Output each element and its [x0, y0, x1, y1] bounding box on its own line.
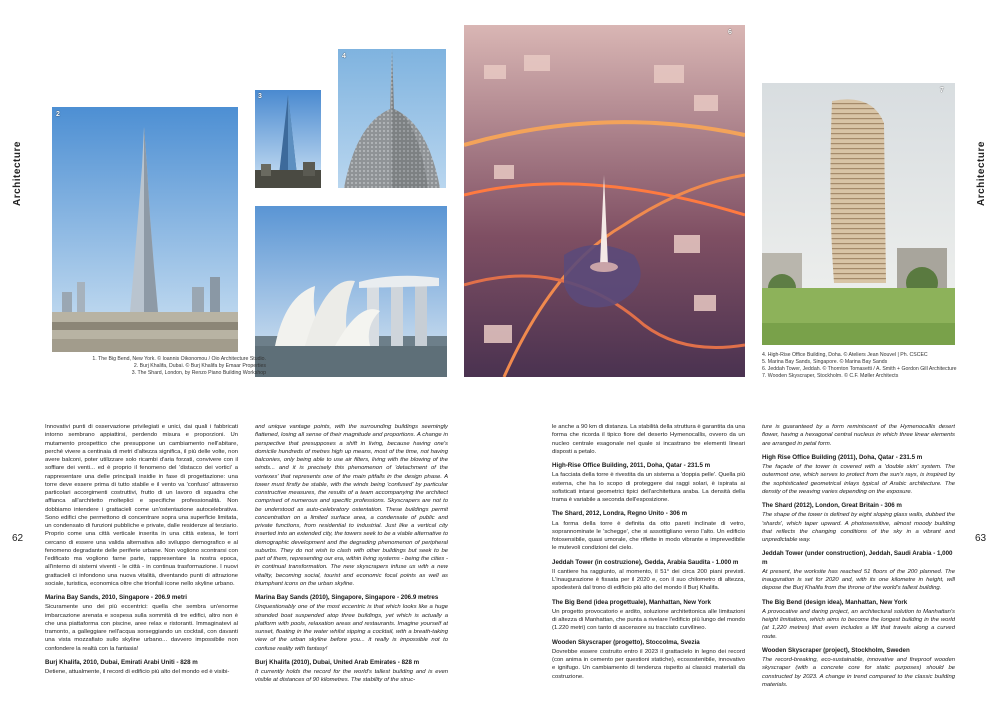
- column-heading: The Shard (2012), London, Great Britain - 306 m: [762, 502, 902, 509]
- column-paragraph: ture is guaranteed by a form reminiscent of the Hymenocallis desert flower, having a hexagonal central nucleus in which three linear elements are arranged in petal form.: [762, 424, 955, 447]
- the-shard-photo: [255, 90, 321, 188]
- column-paragraph: Il cantiere ha raggiunto, al momento, il 51° dei circa 200 piani previsti. L'inaugurazione è fissata per il 2020 e, con il suo chilometro di altezza, spodesterà dal trono di edificio più alto del mondo il Burj Khalifa.: [552, 568, 745, 592]
- column-heading: The Big Bend (idea progettuale), Manhattan, New York: [552, 598, 711, 606]
- caption-line: 7. Wooden Skyscraper, Stockholm. © C.F. Møller Architects: [762, 373, 899, 379]
- column-paragraph: Detiene, attualmente, il record di edificio più alto del mondo ed è visibi-: [45, 669, 230, 675]
- caption-line: 6. Jeddah Tower, Jeddah. © Thornton Tomasetti / A. Smith + Gordon Gill Architecture: [762, 366, 957, 372]
- text-column-1: [45, 423, 238, 708]
- column-paragraph: Innovativi punti di osservazione privilegiati e unici, dai quali i fabbricati intorno sembrano appiattirsi, perdendo misura e proporzioni. Un mutamento prospettico che presuppone un cambiamento nell'abitare, perché vivere a centinaia di metri d'altezza significa, il più delle volte, non avere balconi, poter utilizzare solo ricambi d'aria forzati, convivere con il soffiare dei venti... ed è proprio il fenomeno del 'distacco dei vortici' a rappresentare una delle principali insidie in fase di progettazione: una torre deve essere prima di tutto stabile e il vento va 'confuso' attraverso particolari accorgimenti costruttivi, frutto di un lavoro di squadra che affianca all'architetto molteplici e specifiche professionalità. Non dobbiamo intendere i grattacieli come un'ostentazione autocelebrativa. Sono edifici che permettono di concentrare sopra una superficie limitata, un condensato di funzioni pubbliche e private, dalle residenze al terziario. Proprio come una città verticale inserita in una città estesa, le torri cercano di essere una valida alternativa allo sviluppo demografico e al fenomeno degradante delle periferie urbane. Non vogliono scontrarsi con l'edificato ma vogliono farne parte, rappresentare la nostra epoca, all'interno di sistemi viventi - le città - in continua trasformazione. I nuovi grattacieli ci infondono una nuova vitalità, diventando punti di attrazione sociale, turistica, economica oltre che trionfali icone nello skyline urbano.: [45, 424, 238, 587]
- column-heading: Wooden Skyscraper (progetto), Stoccolma, Svezia: [552, 638, 700, 646]
- jeddah-tower-top-photo: [338, 49, 446, 188]
- photo-number-6: 6: [728, 29, 732, 36]
- text-column-2: [255, 423, 448, 708]
- burj-khalifa-photo: [52, 107, 238, 352]
- column-paragraph: le anche a 90 km di distanza. La stabilità della struttura è garantita da una forma che ricorda il tipico fiore del deserto Hymenocallis, ovvero da un nucleo centrale esagonale nel quale si incastrano tre elementi lineari disposti a petalo.: [552, 424, 745, 455]
- caption-line: 4. High-Rise Office Building, Doha. © Ateliers Jean Nouvel | Ph. CSCEC: [762, 352, 928, 358]
- section-label-left: Architecture: [12, 141, 23, 206]
- column-paragraph: La facciata della torre è rivestita da un sistema a 'doppia pelle'. Quella più esterna, che ha lo scopo di proteggere dai raggi solari, è ispirata ai sofisticati intarsi geometrici tipici dell'architettura araba. La densità della trama è variabile a seconda dell'esposizione.: [552, 472, 745, 503]
- column-paragraph: The record-breaking, eco-sustainable, innovative and fireproof wooden skyscraper (with a concrete core for static purposes) should be constructed by 2023. A change in trend compared to the classic building materials.: [762, 657, 955, 688]
- wooden-skyscraper-render: [762, 83, 955, 345]
- column-paragraph: It currently holds the record for the world's tallest building and is even visible at distances of 90 kilometres. The stability of the struc-: [255, 669, 448, 684]
- column-paragraph: and unique vantage points, with the surrounding buildings seemingly flattened, losing all sense of their magnitude and proportions. A change in perspective that presupposes a shift in living, because having one's domicile hundreds of metres high up means, most of the time, not having balconies, only being able to use air filters, living with the blowing of the winds... and it is precisely this phenomenon of 'detachment of the vortexes' that represents one of the main pitfalls in the design phase. A tower must firstly be stable, with the winds being 'confused' by particular constructive measures, the results of a team accompanying the architect comprised of numerous and specific professions. Skyscrapers are not to be understood as auto-celebratory ostentation. These buildings permit concentration on a limited surface area, a condensate of public and private functions, from residential to industrial. Just like a vertical city inserted into an extended city, the towers seek to be a viable alternative to demographic development and the degrading phenomenon of peripheral suburbs. They do not wish to clash with other buildings but seek to be part of them, representing our era, within living systems - being the cities - in continual transformation. The new skyscrapers infuse us with a new vitality, becoming social, tourist and economic focal points as well as triumphant icons on the urban skyline.: [255, 424, 448, 587]
- page-number-right: 63: [975, 533, 987, 544]
- caption-line: 3. The Shard, London, by Renzo Piano Building Workshop: [131, 370, 266, 376]
- caption-block-left: [66, 356, 266, 377]
- caption-block-right: [762, 352, 962, 380]
- column-paragraph: The façade of the tower is covered with a 'double skin' system. The outermost one, which serves to protect from the sun's rays, is inspired by the sophisticated geometrical inlays typical of Arabic architecture. The density of the weaving varies depending on the exposure.: [762, 464, 955, 495]
- caption-line: 2. Burj Khalifa, Dubai. © Burj Khalifa by Emaar Properties: [133, 363, 266, 369]
- column-paragraph: At present, the worksite has reached 51 floors of the 200 planned. The inauguration is set for 2020 and, with its one kilometre in height, will depose the Burj Khalifa from the throne of the world's tallest building.: [762, 568, 955, 592]
- column-heading: High Rise Office Building (2011), Doha, Qatar - 231.5 m: [762, 453, 923, 461]
- column-heading: Marina Bay Sands, 2010, Singapore - 206.9 metri: [45, 594, 188, 601]
- text-column-3: [552, 423, 745, 708]
- column-heading: Marina Bay Sands (2010), Singapore, Singapore - 206.9 metres: [255, 594, 439, 601]
- column-paragraph: Un progetto provocatorio e ardito, soluzione architettonica alle limitazioni di altezza di Manhattan, che punta a rivelare l'edificio più lungo del mondo (1.220 metri) con tanto di ascensore su tracciato curvilineo.: [552, 608, 745, 632]
- column-paragraph: A provocative and daring project, an architectural solution to Manhattan's height limitations, which aims to become the longest building in the world (at 1,220 metres) that even includes a lift that travels along a curved route.: [762, 608, 955, 640]
- marina-bay-sands-photo: [255, 206, 447, 377]
- photo-number-3: 3: [258, 93, 262, 100]
- jeddah-aerial-render: [464, 25, 745, 377]
- column-paragraph: Unquestionably one of the most eccentric is that which looks like a huge stranded boat suspended atop three buildings, yet which is actually a platform with pools, relaxation areas and restaurants. Imagine yourself at sunset, floating in the water whilst sipping a cocktail, with a breath-taking view of the urban skyline before you... it really is impossible not to confuse reality with fantasy!: [255, 604, 448, 652]
- photo-number-2: 2: [56, 111, 60, 118]
- caption-line: 5. Marina Bay Sands, Singapore. © Marina Bay Sands: [762, 359, 888, 365]
- column-paragraph: Dovrebbe essere costruito entro il 2023 il grattacielo in legno dei record (con anima in cemento per questioni statiche), ecosostenibile, innovativo e ignifugo. Un cambiamento di tendenza rispetto ai classici materiali da costruzione.: [552, 648, 745, 680]
- text-column-4: [762, 423, 955, 708]
- photo-number-4: 4: [342, 53, 346, 60]
- column-heading: Jeddah Tower (under construction), Jeddah, Saudi Arabia - 1,000 m: [762, 550, 953, 566]
- page-number-left: 62: [12, 533, 24, 544]
- column-heading: The Big Bend (design idea), Manhattan, New York: [762, 598, 908, 606]
- column-heading: Burj Khalifa, 2010, Dubai, Emirati Arabi Uniti - 828 m: [45, 658, 198, 666]
- column-heading: High-Rise Office Building, 2011, Doha, Qatar - 231.5 m: [552, 462, 711, 469]
- column-paragraph: La forma della torre è definita da otto pareti inclinate di vetro, soprannominate le 'schegge', che si assottigliano verso l'alto. Un edificio fotosensibile, quasi umorale, che riflette in modo vibrante e imprevedibile le mutevoli condizioni del cielo.: [552, 520, 745, 552]
- column-heading: Jeddah Tower (in costruzione), Gedda, Arabia Saudita - 1.000 m: [552, 558, 739, 566]
- column-paragraph: The shape of the tower is defined by eight sloping glass walls, dubbed the 'shards', which taper upward. A photosensitive, almost moody building that reflects the changing conditions of the sky in a vibrant and unpredictable way.: [762, 512, 955, 543]
- photo-number-7: 7: [940, 87, 944, 94]
- column-paragraph: Sicuramente uno dei più eccentrici: quella che sembra un'enorme imbarcazione arenata e sospesa sulla sommità di tre edifici, altro non è che una piattaforma con piscine, aree relax e ristoranti. Immaginatevi al tramonto, a galleggiare nell'acqua sorseggiando un cocktail, con davanti una vista mozzafiato sullo skyline urbano... davvero impossibile non confondere la realtà con la fantasia!: [45, 604, 238, 652]
- column-heading: Burj Khalifa (2010), Dubai, United Arab Emirates - 828 m: [255, 658, 420, 666]
- caption-line: 1. The Big Bend, New York. © Ioannis Oikonomou / Oio Architecture Studio.: [92, 356, 266, 362]
- section-label-right: Architecture: [976, 141, 987, 206]
- column-heading: The Shard, 2012, Londra, Regno Unito - 306 m: [552, 510, 688, 518]
- column-heading: Wooden Skyscraper (project), Stockholm, Sweden: [762, 646, 910, 654]
